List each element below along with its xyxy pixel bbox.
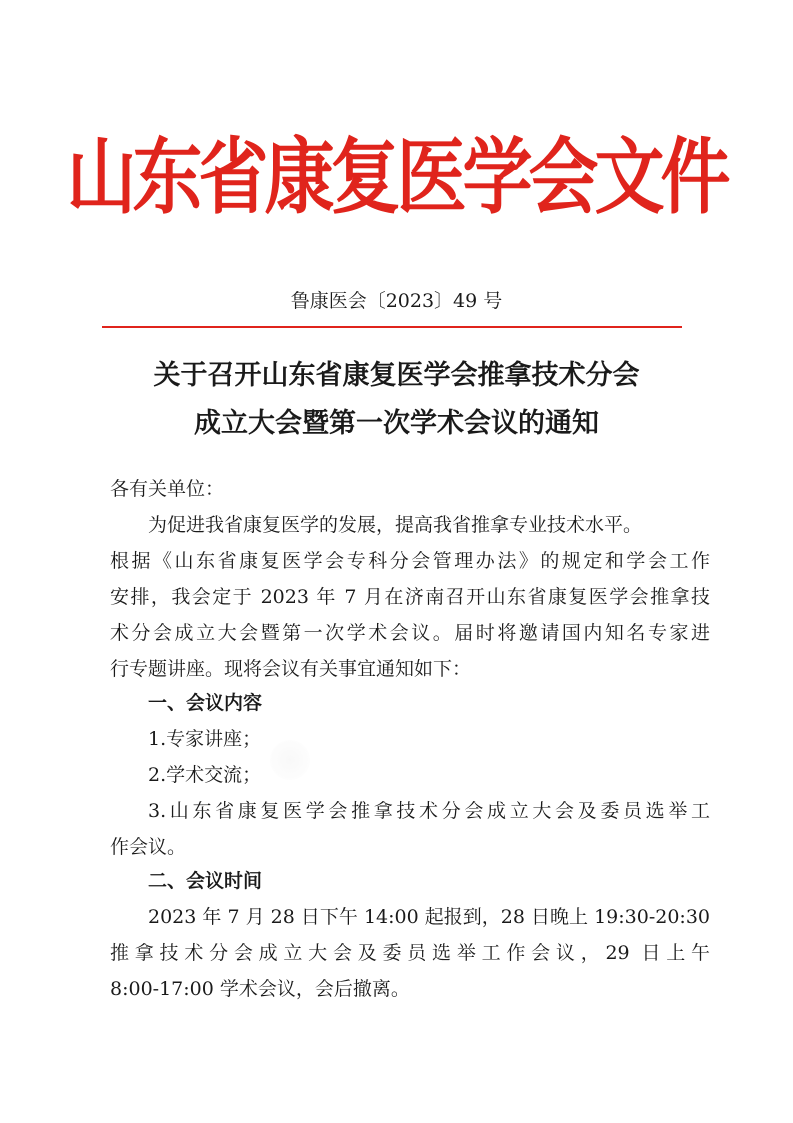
salutation: 各有关单位： — [110, 478, 225, 500]
time-line-1: 2023 年 7 月 28 日下午 14:00 起报到，28 日晚上 19:30-20:30 — [148, 906, 710, 928]
time-line-3: 8:00-17:00 学术会议，会后撤离。 — [110, 978, 410, 1000]
notice-title-line-2: 成立大会暨第一次学术会议的通知 — [194, 408, 599, 439]
document-number: 鲁康医会〔2023〕49 号 — [290, 290, 503, 312]
org-header-title: 山东省康复医学会文件 — [66, 128, 727, 226]
time-line-2: 推拿技术分会成立大会及委员选举工作会议，29 日上午 — [110, 942, 710, 964]
intro-line-5: 行专题讲座。现将会议有关事宜通知如下： — [110, 658, 472, 680]
list-item-expert-lectures: 1.专家讲座； — [148, 728, 262, 750]
list-item-academic-exchange: 2.学术交流； — [148, 764, 262, 786]
intro-line-2: 根据《山东省康复医学会专科分会管理办法》的规定和学会工作 — [110, 550, 710, 572]
faint-seal-mark — [270, 740, 310, 780]
list-item-founding-meeting-cont: 作会议。 — [110, 836, 187, 858]
notice-title-line-1: 关于召开山东省康复医学会推拿技术分会 — [153, 360, 640, 391]
intro-line-1: 为促进我省康复医学的发展，提高我省推拿专业技术水平。 — [148, 514, 643, 536]
red-divider-line — [102, 326, 682, 328]
intro-line-3: 安排，我会定于 2023 年 7 月在济南召开山东省康复医学会推拿技 — [110, 586, 710, 608]
section-heading-meeting-content: 一、会议内容 — [148, 692, 263, 714]
section-heading-meeting-time: 二、会议时间 — [148, 870, 263, 892]
intro-line-4: 术分会成立大会暨第一次学术会议。届时将邀请国内知名专家进 — [110, 622, 710, 644]
list-item-founding-meeting: 3.山东省康复医学会推拿技术分会成立大会及委员选举工 — [148, 800, 710, 822]
